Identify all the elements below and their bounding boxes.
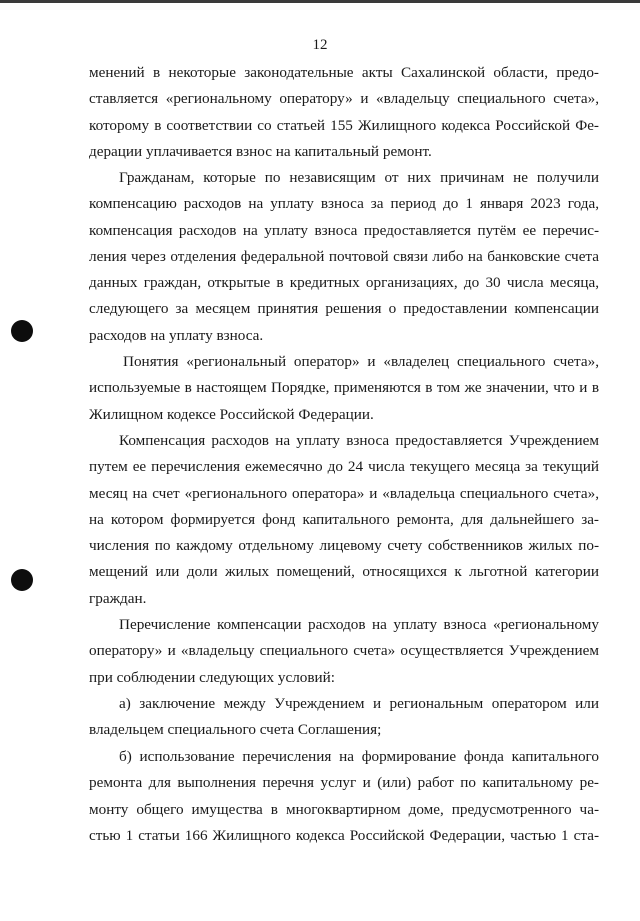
list-item-condition-b	[89, 744, 599, 849]
text-line: данных граждан, открытые в кредитных организациях, до 30 числа месяца,	[89, 274, 599, 292]
text-line: следующего за месяцем принятия решения о предоставлении компенсации	[89, 300, 599, 318]
text-line: б) использование перечисления на формирование фонда капитального	[119, 748, 599, 765]
list-item-condition-a	[89, 691, 599, 744]
text-line: ремонта для выполнения перечня услуг и (или) работ по капитальному ре-	[89, 774, 599, 792]
punch-hole-upper	[11, 320, 33, 342]
page-number: 12	[312, 37, 328, 53]
text-line: а) заключение между Учреждением и региональным оператором или	[119, 695, 599, 712]
paragraph-definitions	[89, 349, 599, 428]
text-line: мещений или доли жилых помещений, относящихся к льготной категории	[89, 563, 599, 581]
scan-top-edge	[0, 0, 640, 3]
text-line: Компенсация расходов на уплату взноса предоставляется Учреждением	[119, 432, 599, 449]
text-line: расходов на уплату взноса.	[89, 326, 264, 344]
text-line: Перечисление компенсации расходов на уплату взноса «региональному	[119, 616, 599, 633]
text-line: стью 1 статьи 166 Жилищного кодекса Российской Федерации, частью 1 ста-	[89, 826, 599, 844]
paragraph-continuation	[89, 60, 599, 165]
paragraph-monthly-transfer	[89, 428, 599, 612]
text-line: граждан.	[89, 589, 147, 607]
text-line: Гражданам, которые по независящим от них причинам не получили	[119, 169, 599, 186]
text-line: компенсацию расходов на уплату взноса за период до 1 января 2023 года,	[89, 195, 599, 213]
text-line: числения по каждому отдельному лицевому счету собственников жилых по-	[89, 537, 599, 555]
text-line: ления через отделения федеральной почтовой связи либо на банковские счета	[89, 247, 599, 265]
text-line: оператору» и «владельцу специального счета» осуществляется Учреждением	[89, 642, 599, 660]
text-line: монту общего имущества в многоквартирном доме, предусмотренного ча-	[89, 800, 599, 818]
text-line: путем ее перечисления ежемесячно до 24 числа текущего месяца за текущий	[89, 458, 599, 476]
paragraph-compensation-period	[89, 165, 599, 349]
text-line: месяц на счет «регионального оператора» и «владельца специального счета»,	[89, 484, 599, 502]
text-line: дерации уплачивается взнос на капитальный ремонт.	[89, 142, 432, 160]
text-line: при соблюдении следующих условий:	[89, 668, 336, 686]
punch-hole-lower	[11, 569, 33, 591]
text-line: Понятия «региональный оператор» и «владелец специального счета»,	[123, 353, 599, 370]
text-line: менений в некоторые законодательные акты Сахалинской области, предо-	[89, 64, 599, 81]
text-line: используемые в настоящем Порядке, применяются в том же значении, что и в	[89, 379, 599, 397]
paragraph-transfer-conditions	[89, 612, 599, 691]
text-line: Жилищном кодексе Российской Федерации.	[89, 405, 374, 423]
text-line: которому в соответствии со статьей 155 Жилищного кодекса Российской Фе-	[89, 116, 599, 134]
text-line: на котором формируется фонд капитального ремонта, для дальнейшего за-	[89, 510, 599, 528]
text-line: компенсация расходов на уплату взноса предоставляется путём ее перечис-	[89, 221, 599, 239]
text-line: ставляется «региональному оператору» и «владельцу специального счета»,	[89, 90, 599, 108]
text-line: владельцем специального счета Соглашения;	[89, 721, 382, 739]
